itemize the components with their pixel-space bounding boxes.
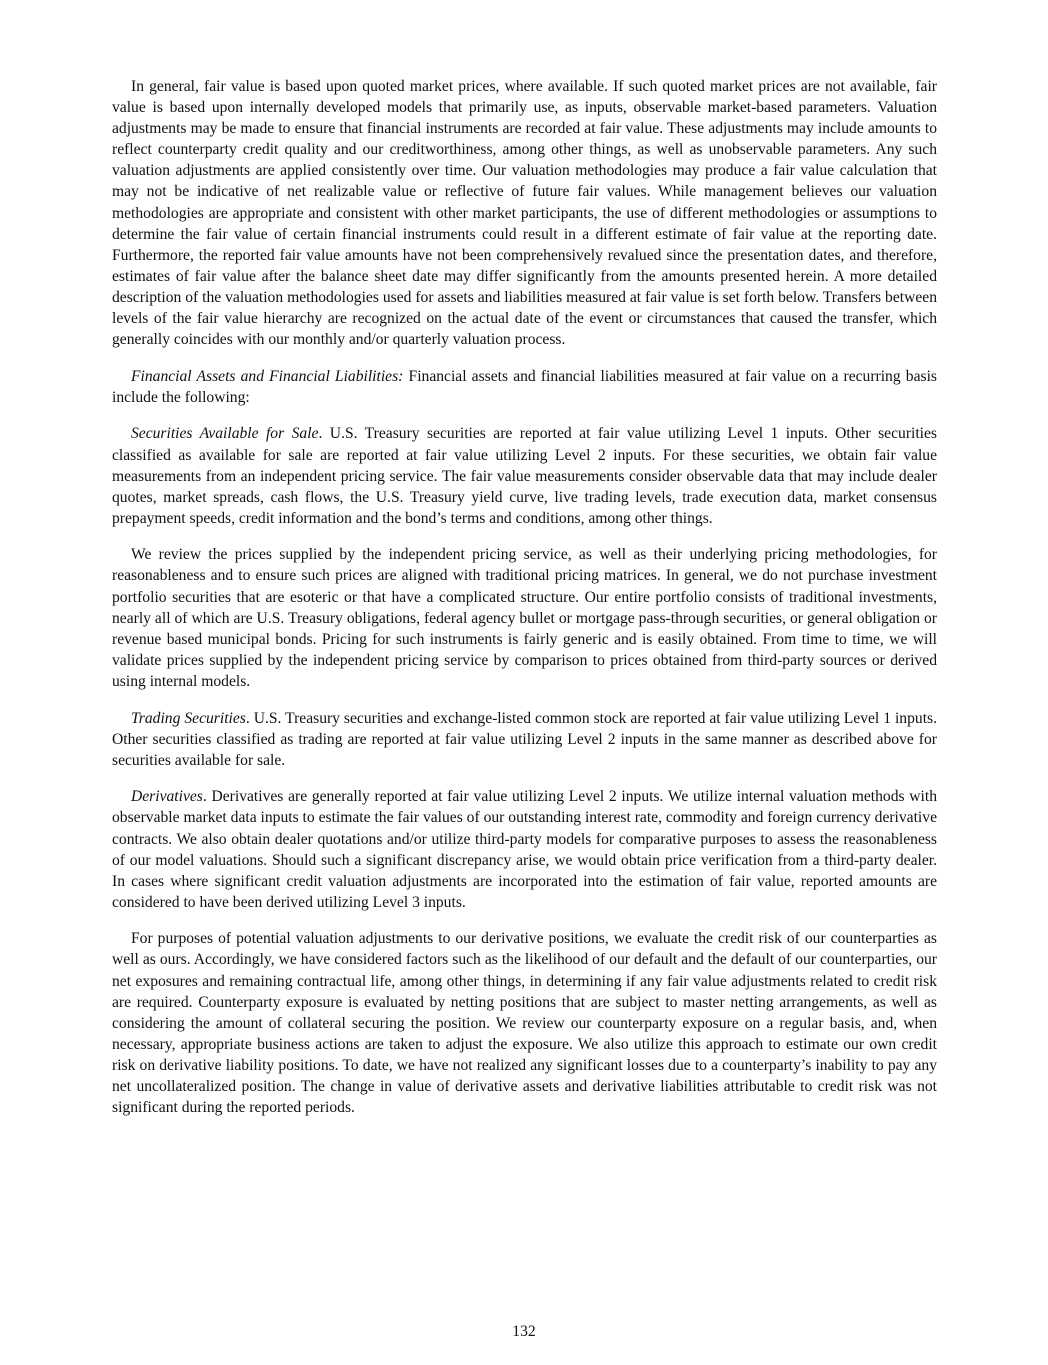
- paragraph-pricing-review: [112, 544, 937, 692]
- paragraph-credit-risk-adjustments: [112, 928, 937, 1118]
- paragraph-derivatives: [112, 786, 937, 913]
- paragraph-text: Financial assets and financial liabilities measured at fair value on a recurring basis include the following:: [112, 367, 937, 406]
- paragraph-lead-heading: Securities Available for Sale: [131, 425, 319, 443]
- document-body: [112, 76, 937, 1134]
- paragraph-securities-available-for-sale: [112, 423, 937, 528]
- paragraph-text: . U.S. Treasury securities and exchange-listed common stock are reported at fair value utilizing Level 1 inputs. Other securities classified as trading are reported at fair value utilizing Level 2 inputs in the same manner as described above for securities available for sale.: [112, 709, 937, 769]
- paragraph-text: For purposes of potential valuation adjustments to our derivative positions, we evaluate the credit risk of our counterparties as well as ours. Accordingly, we have considered factors such as the likelihood of our default and the default of our counterparties, our net exposures and remaining contractual life, among other things, in determining if any fair value adjustments related to credit risk are required. Counterparty exposure is evaluated by netting positions that are subject to master netting arrangements, as well as considering the amount of collateral securing the position. We review our counterparty exposure on a regular basis, and, when necessary, appropriate business actions are taken to adjust the exposure. We also utilize this approach to estimate our own credit risk on derivative liability positions. To date, we have not realized any significant losses due to a counterparty’s inability to pay any net uncollateralized position. The change in value of derivative assets and derivative liabilities attributable to credit risk was not significant during the reported periods.: [112, 930, 937, 1117]
- paragraph-lead-heading: Derivatives: [131, 788, 203, 806]
- paragraph-fair-value-overview: [112, 76, 937, 350]
- page-number: 132: [512, 1323, 536, 1340]
- paragraph-text: . U.S. Treasury securities are reported at fair value utilizing Level 1 inputs. Other securities classified as available for sale are reported at fair value utilizing Level 2 inputs. For these securities, we obtain fair value measurements from an independent pricing service. The fair value measurements consider observable data that may include dealer quotes, market spreads, cash flows, the U.S. Treasury yield curve, live trading levels, trade execution data, market consensus prepayment speeds, credit information and the bond’s terms and conditions, among other things.: [112, 425, 937, 527]
- paragraph-text: . Derivatives are generally reported at fair value utilizing Level 2 inputs. We utilize internal valuation methods with observable market data inputs to estimate the fair values of our outstanding interest rate, commodity and foreign currency derivative contracts. We also obtain dealer quotations and/or utilize third-party models for comparative purposes to assess the reasonableness of our model valuations. Should such a significant discrepancy arise, we would obtain price verification from a third-party dealer. In cases where significant credit valuation adjustments are incorporated into the estimation of fair value, reported amounts are considered to have been derived utilizing Level 3 inputs.: [112, 788, 937, 911]
- paragraph-lead-heading: Financial Assets and Financial Liabilities:: [131, 367, 404, 385]
- paragraph-text: In general, fair value is based upon quoted market prices, where available. If such quoted market prices are not available, fair value is based upon internally developed models that primarily use, as inputs, observable market-based parameters. Valuation adjustments may be made to ensure that financial instruments are recorded at fair value. These adjustments may include amounts to reflect counterparty credit quality and our creditworthiness, among other things, as well as unobservable parameters. Any such valuation adjustments are applied consistently over time. Our valuation methodologies may produce a fair value calculation that may not be indicative of net realizable value or reflective of future fair values. While management believes our valuation methodologies are appropriate and consistent with other market participants, the use of different methodologies or assumptions to determine the fair value of certain financial instruments could result in a different estimate of fair value at the reporting date. Furthermore, the reported fair value amounts have not been comprehensively revalued since the presentation dates, and therefore, estimates of fair value after the balance sheet date may differ significantly from the amounts presented herein. A more detailed description of the valuation methodologies used for assets and liabilities measured at fair value is set forth below. Transfers between levels of the fair value hierarchy are recognized on the actual date of the event or circumstances that caused the transfer, which generally coincides with our monthly and/or quarterly valuation process.: [112, 78, 937, 349]
- paragraph-financial-assets-liabilities: [112, 366, 937, 408]
- paragraph-text: We review the prices supplied by the independent pricing service, as well as their underlying pricing methodologies, for reasonableness and to ensure such prices are aligned with traditional pricing matrices. In general, we do not purchase investment portfolio securities that are esoteric or that have a complicated structure. Our entire portfolio consists of traditional investments, nearly all of which are U.S. Treasury obligations, federal agency bullet or mortgage pass-through securities, or general obligation or revenue based municipal bonds. Pricing for such instruments is fairly generic and is easily obtained. From time to time, we will validate prices supplied by the independent pricing service by comparison to prices obtained from third-party sources or derived using internal models.: [112, 546, 937, 690]
- paragraph-trading-securities: [112, 708, 937, 771]
- paragraph-lead-heading: Trading Securities: [131, 709, 246, 727]
